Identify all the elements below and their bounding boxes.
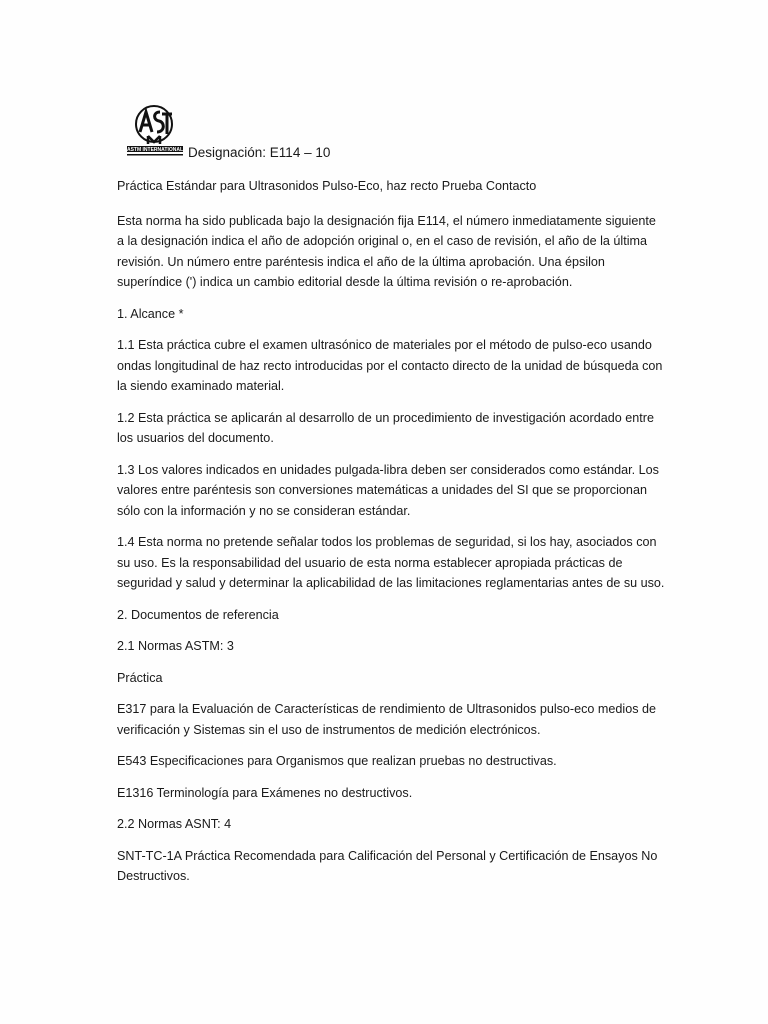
document-header [126,102,330,158]
document-body [117,176,665,898]
paragraph-2-2: 2.2 Normas ASNT: 4 [117,817,232,831]
paragraph-1-2: 1.2 Esta práctica se aplicarán al desarrollo de un procedimiento de investigación acordado entre los usuarios del documento. [117,410,654,445]
paragraph-1-3: 1.3 Los valores indicados en unidades pulgada-libra deben ser considerados como estándar. Los valores entre paréntesis son conversiones matemáticas a unidades del SI que se proporcionan sólo con la información y no se consideran estándar. [117,462,659,518]
paragraph-snt: SNT-TC-1A Práctica Recomendada para Calificación del Personal y Certificación de Ensayos No Destructivos. [117,848,658,883]
paragraph-1-4: 1.4 Esta norma no pretende señalar todos los problemas de seguridad, si los hay, asociados con su uso. Es la responsabilidad del usuario de esta norma establecer apropiada prácticas de seguridad y salud y determinar la aplicabilidad de las limitaciones reglamentarias antes de su uso. [117,535,665,590]
astm-logo-text: ASTM INTERNATIONAL [126,147,184,153]
paragraph-practice: Práctica [117,670,163,685]
document-title: Práctica Estándar para Ultrasonidos Pulso-Eco, haz recto Prueba Contacto [117,179,537,193]
section-heading-references: 2. Documentos de referencia [117,607,279,622]
designation-label: Designación: E114 – 10 [188,145,331,160]
paragraph-1-1: 1.1 Esta práctica cubre el examen ultrasónico de materiales por el método de pulso-eco usando ondas longitudinal de haz recto introducidas por el contacto directo de la unidad de búsqueda con la siendo examinado material. [117,338,663,393]
paragraph-e1316: E1316 Terminología para Exámenes no destructivos. [117,785,413,800]
paragraph-e543: E543 Especificaciones para Organismos que realizan pruebas no destructivas. [117,754,557,768]
astm-logo-icon [126,102,184,158]
paragraph-intro: Esta norma ha sido publicada bajo la designación fija E114, el número inmediatamente siguiente a la designación indica el año de adopción original o, en el caso de revisión, el año de la última revisión. Un número entre paréntesis indica el año de la última aprobación. Una épsilon superíndice (') indica un cambio editorial desde la última revisión o re-aprobación. [117,213,656,289]
section-heading-scope: 1. Alcance * [117,306,184,321]
paragraph-2-1: 2.1 Normas ASTM: 3 [117,639,234,653]
paragraph-e317: E317 para la Evaluación de Características de rendimiento de Ultrasonidos pulso-eco medios de verificación y Sistemas sin el uso de instrumentos de medición electrónicos. [117,702,657,737]
